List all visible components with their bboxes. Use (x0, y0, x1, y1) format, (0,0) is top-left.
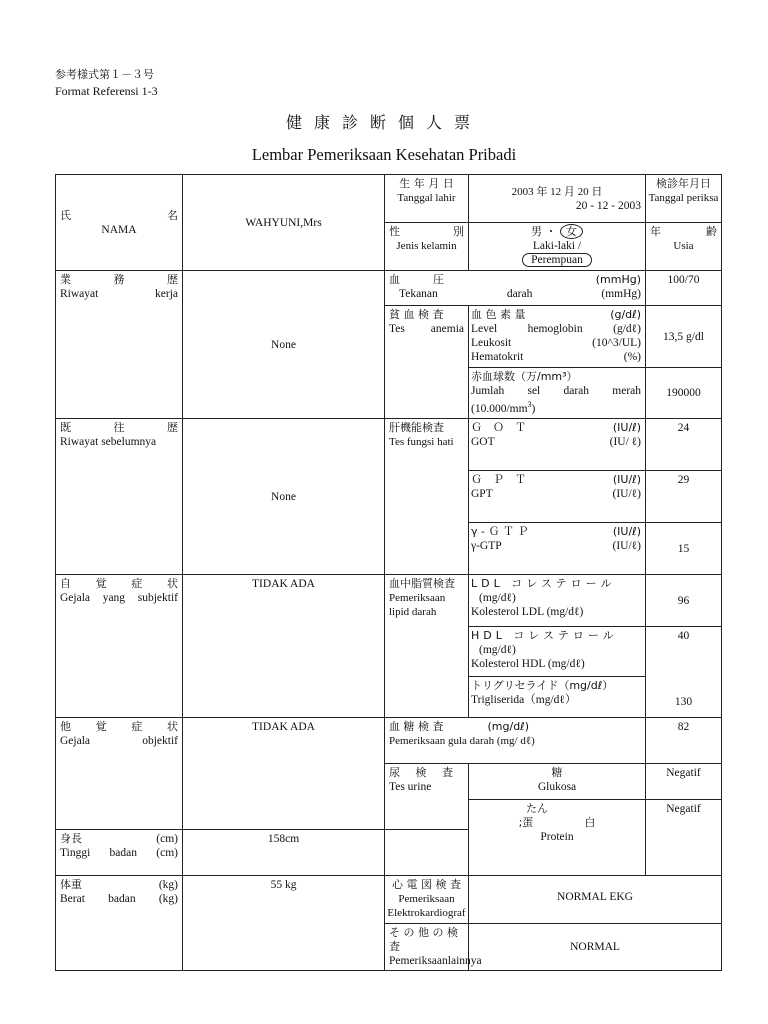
name-label-jp-2: 名 (167, 208, 178, 222)
form-reference (55, 66, 158, 100)
lipid-label-jp: 血中脂質検査 (389, 577, 455, 591)
weight-label-cell (56, 875, 183, 970)
anemia-label-cell (385, 306, 469, 419)
age-cell (646, 223, 722, 271)
other-label-cell (385, 923, 482, 970)
liver-label-id: Tes fungsi hati (389, 436, 454, 449)
tg-label-id: Trigliserida（mg/dℓ） (471, 694, 577, 707)
anemia-label-jp: 貧 血 検 査 (389, 308, 444, 322)
birth-label-cell (385, 175, 469, 223)
weight-unit-jp: (kg) (158, 878, 178, 891)
got-label-jp: Ｇ Ｏ Ｔ (471, 421, 526, 435)
bp-unit-jp: (mmHg) (595, 273, 641, 287)
subjective-jp-1: 自 (60, 577, 71, 591)
rbc-label-id-1: Jumlah (471, 385, 505, 398)
other-label-jp: そ の 他 の 検 査 (389, 925, 458, 953)
work-history-id-2: kerja (155, 288, 178, 301)
rbc-unit: (10.000/mm (471, 403, 528, 416)
hdl-label-jp: HDL コレステロール (471, 629, 618, 643)
subjective-id-1: Gejala (60, 592, 91, 605)
age-label-id: Usia (673, 240, 694, 253)
blood-sugar-unit-jp: (mg/dℓ) (487, 719, 530, 733)
ldl-label-jp: LDL コレステロール (471, 577, 616, 591)
bp-value: 100/70 (646, 271, 722, 306)
sex-label-id: Jenis kelamin (396, 240, 457, 253)
height-label-id-1: Tinggi (60, 846, 91, 859)
ldl-cell (469, 575, 646, 627)
ggt-cell (469, 523, 646, 575)
objective-jp-2: 覚 (95, 719, 107, 733)
hb-unit-jp: (g/dℓ) (610, 308, 641, 322)
age-label-jp-2: 齢 (706, 225, 717, 239)
past-history-id: Riwayat sebelumnya (60, 436, 157, 449)
subjective-label-cell (56, 575, 183, 717)
protein-label-id: Protein (540, 830, 574, 843)
hb-value: 13,5 g/dl (646, 306, 722, 368)
gpt-unit-jp: (IU/ℓ) (612, 473, 641, 487)
sex-value-cell (469, 223, 646, 271)
hdl-label-id: Kolesterol HDL (mg/dℓ) (471, 658, 585, 671)
subjective-id-3: subjektif (137, 592, 178, 605)
hb-unit-id: (g/dℓ) (613, 323, 641, 336)
hdl-unit: (mg/dℓ) (479, 644, 516, 657)
gpt-cell (469, 471, 646, 523)
gpt-label-id: GPT (471, 488, 493, 501)
sex-label-cell (385, 223, 469, 271)
birth-value-jp: 2003 年 12 月 20 日 (511, 185, 603, 198)
lipid-values-cell (646, 627, 722, 717)
ldl-unit: (mg/dℓ) (479, 592, 516, 605)
birth-label-id: Tanggal lahir (397, 192, 456, 204)
objective-jp-1: 他 (60, 719, 71, 733)
work-history-jp-2: 務 (113, 273, 125, 287)
other-label-id-1: Pemeriksaan (389, 954, 448, 967)
objective-label-cell (56, 717, 183, 829)
ldl-value: 96 (646, 575, 722, 627)
objective-jp-4: 状 (166, 719, 178, 733)
past-history-jp-1: 既 (60, 421, 71, 435)
title-japanese: 健康診断個人票 (285, 113, 482, 132)
work-history-id-1: Riwayat (60, 288, 99, 301)
blood-sugar-label-id: Pemeriksaan gula darah (mg/ dℓ) (389, 734, 535, 747)
ecg-value: NORMAL EKG (469, 875, 722, 923)
hb-label-id-1: Level (471, 323, 498, 336)
hemoglobin-cell (469, 306, 646, 368)
sex-female-jp-circled: 女 (560, 224, 583, 239)
hematokrit-label: Hematokrit (471, 351, 524, 364)
ggt-label-jp: γ - Ｇ Ｔ Ｐ (471, 525, 529, 539)
sex-female-id-circled: Perempuan (522, 253, 592, 267)
blood-pressure-cell (385, 271, 646, 306)
height-unit-id: (cm) (156, 846, 178, 859)
past-history-jp-2: 往 (113, 421, 125, 435)
lipid-label-id: Pemeriksaan lipid darah (389, 592, 446, 619)
objective-value: TIDAK ADA (183, 717, 385, 829)
height-label-jp: 身長 (60, 831, 82, 845)
weight-label-id-1: Berat (60, 892, 85, 905)
subjective-id-2: yang (102, 592, 126, 605)
other-value: NORMAL (469, 923, 722, 970)
sex-label-jp-2: 別 (453, 225, 464, 239)
got-value: 24 (646, 419, 722, 471)
bp-label-jp: 血 圧 (389, 273, 444, 287)
weight-value: 55 kg (183, 875, 385, 970)
rbc-value: 190000 (646, 368, 722, 419)
exam-date-label-id: Tanggal periksa (648, 192, 719, 204)
height-unit-jp: (cm) (156, 832, 178, 845)
work-history-value: None (183, 271, 385, 419)
hdl-cell (469, 627, 646, 677)
leukosit-unit: (10^3/UL) (592, 337, 641, 350)
height-label-cell (56, 829, 183, 875)
form-reference-id: Format Referensi 1-3 (55, 84, 158, 98)
birth-value-cell (469, 175, 646, 223)
got-label-id: GOT (471, 436, 495, 449)
protein-jp-3: 白 (584, 815, 596, 829)
leukosit-label: Leukosit (471, 337, 512, 350)
form-reference-jp: 参考様式第１－３号 (55, 68, 154, 81)
got-unit-id: (IU/ ℓ) (609, 436, 641, 449)
work-history-jp-1: 業 (60, 273, 71, 287)
tg-cell (469, 677, 646, 717)
sex-dot: ・ (545, 225, 557, 239)
urine-label-jp: 尿 検 査 (389, 765, 459, 779)
work-history-label-cell (56, 271, 183, 419)
ecg-label-jp: 心 電 図 検 査 (392, 877, 461, 891)
rbc-label-jp: 赤血球数（万/mm³） (471, 370, 578, 384)
urine-label-id: Tes urine (389, 780, 432, 793)
work-history-jp-3: 歴 (167, 273, 178, 287)
ecg-label-id-1: Pemeriksaan (398, 892, 455, 905)
bp-unit-id: (mmHg) (601, 288, 641, 301)
blood-sugar-label-jp: 血 糖 検 査 (389, 719, 444, 733)
tg-label-jp: トリグリセライド（mg/dℓ） (471, 679, 614, 693)
ggt-value: 15 (646, 523, 722, 575)
rbc-cell: 赤血球数（万/mm³） Jumlah sel darah merah $(10.000/mm^3)$ (469, 368, 646, 419)
hematokrit-unit: (%) (623, 351, 641, 364)
subjective-jp-4: 状 (166, 577, 178, 591)
protein-value: Negatif (646, 799, 722, 875)
rbc-label-id-2: sel (527, 385, 541, 398)
past-history-jp-3: 歴 (167, 421, 178, 435)
anemia-label-id-1: Tes (389, 323, 405, 336)
ggt-unit-jp: (IU/ℓ) (612, 525, 641, 539)
name-label-id: NAMA (101, 223, 137, 236)
lipid-label-cell (385, 575, 469, 717)
weight-label-id-2: badan (108, 892, 136, 905)
past-history-value: None (183, 419, 385, 575)
gpt-unit-id: (IU/ℓ) (612, 488, 641, 501)
birth-label-jp: 生 年 月 日 (399, 177, 454, 190)
protein-ruby-jp: たん (526, 801, 548, 815)
protein-jp-2: ;蛋 (518, 815, 534, 829)
other-label-id-2: lainnya (447, 954, 482, 967)
name-value: WAHYUNI,Mrs (183, 175, 385, 271)
ggt-unit-id: (IU/ℓ) (612, 540, 641, 553)
name-label-jp-1: 氏 (60, 208, 71, 222)
hb-label-id-2: hemoglobin (527, 323, 583, 336)
got-cell (469, 419, 646, 471)
subjective-jp-3: 症 (131, 577, 143, 591)
name-label-cell (56, 175, 183, 271)
sex-label-jp-1: 性 (389, 225, 400, 239)
subjective-jp-2: 覚 (95, 577, 107, 591)
liver-label-jp: 肝機能検査 (389, 421, 444, 435)
got-unit-jp: (IU/ℓ) (612, 421, 641, 435)
title-indonesian: Lembar Pemeriksaan Kesehatan Pribadi (251, 145, 517, 164)
objective-id-1: Gejala (60, 734, 91, 747)
hb-label-jp: 血 色 素 量 (471, 308, 526, 322)
blood-sugar-cell (385, 717, 646, 763)
glucose-label-jp: 糖 (551, 765, 563, 779)
hdl-value: 40 (677, 630, 690, 643)
exam-date-label-jp: 検診年月日 (656, 177, 711, 190)
gpt-value: 29 (646, 471, 722, 523)
glucose-cell (469, 763, 646, 799)
bp-label-id-2: darah (506, 288, 533, 301)
objective-id-2: objektif (142, 734, 178, 747)
weight-unit-id: (kg) (158, 892, 178, 905)
tg-value: 130 (674, 696, 693, 709)
weight-label-jp: 体重 (60, 877, 82, 891)
glucose-value: Negatif (646, 763, 722, 799)
birth-value-id: 20 - 12 - 2003 (575, 199, 641, 212)
gpt-label-jp: Ｇ Ｐ Ｔ (471, 473, 526, 487)
subjective-value: TIDAK ADA (183, 575, 385, 717)
liver-label-cell (385, 419, 469, 575)
rbc-label-id-3: darah (563, 385, 590, 398)
ecg-label-cell (385, 875, 469, 923)
glucose-label-id: Glukosa (537, 780, 577, 793)
rbc-label-id-4: merah (612, 385, 641, 398)
exam-date-label-cell (646, 175, 722, 223)
height-label-id-2: badan (109, 846, 137, 859)
height-value: 158cm (183, 829, 385, 875)
protein-cell (469, 799, 646, 875)
objective-jp-3: 症 (131, 719, 143, 733)
urine-label-cell (385, 763, 469, 829)
ldl-label-id: Kolesterol LDL (mg/dℓ) (471, 606, 584, 619)
anemia-label-id-2: anemia (430, 323, 464, 336)
sex-male-id: Laki-laki / (532, 240, 582, 253)
ggt-label-id: γ-GTP (471, 540, 502, 553)
age-label-jp-1: 年 (650, 225, 661, 239)
health-form-table (55, 174, 722, 971)
past-history-label-cell (56, 419, 183, 575)
blood-sugar-value: 82 (646, 717, 722, 763)
ecg-label-id-2: Elektrokardiograf (387, 906, 466, 919)
sex-male-jp: 男 (531, 225, 542, 239)
bp-label-id-1: Tekanan (399, 288, 438, 301)
